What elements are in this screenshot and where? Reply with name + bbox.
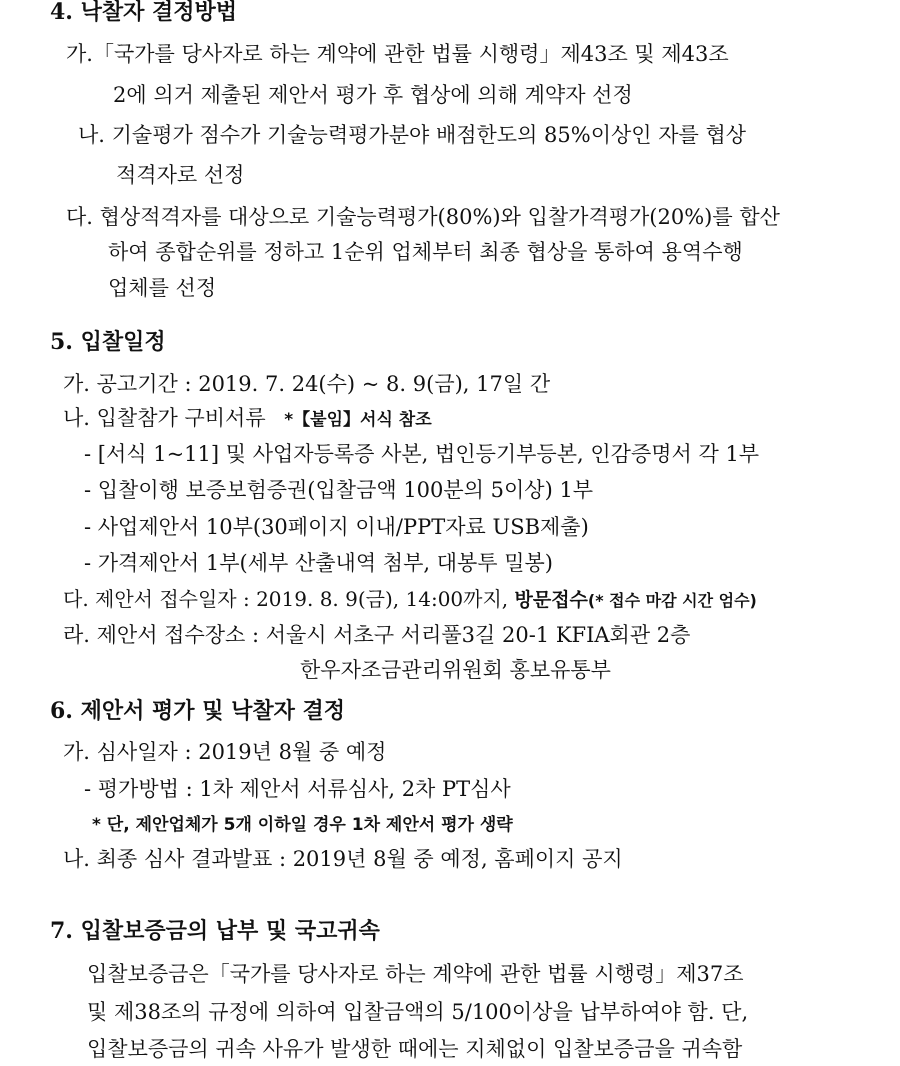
section-4-item-na-line2: 적격자로 선정 [116,163,245,187]
required-doc-2: - 입찰이행 보증보험증권(입찰금액 100분의 5이상) 1부 [84,478,594,502]
evaluation-exception-note: * 단, 제안업체가 5개 이하일 경우 1차 제안서 평가 생략 [92,815,513,835]
required-doc-3: - 사업제안서 10부(30페이지 이내/PPT자료 USB제출) [84,515,589,539]
section-4-heading: 4. 낙찰자 결정방법 [50,0,238,25]
section-6-heading: 6. 제안서 평가 및 낙찰자 결정 [50,698,346,724]
required-doc-4: - 가격제안서 1부(세부 산출내역 첨부, 대봉투 밀봉) [84,551,554,575]
required-doc-1: - [서식 1~11] 및 사업자등록증 사본, 법인등기부등본, 인감증명서 각 1부 [84,442,760,466]
deposit-paragraph-line2: 및 제38조의 규정에 의하여 입찰금액의 5/100이상을 납부하여야 함. 단, [87,1000,749,1024]
receipt-place-line1: 라. 제안서 접수장소 : 서울시 서초구 서리풀3길 20-1 KFIA회관 2층 [63,623,691,647]
section-4-item-na-line1: 나. 기술평가 점수가 기술능력평가분야 배점한도의 85%이상인 자를 협상 [78,123,747,147]
final-result-announcement: 나. 최종 심사 결과발표 : 2019년 8월 중 예정, 홈페이지 공지 [63,847,623,871]
section-4-item-ga-line1: 가.「국가를 당사자로 하는 계약에 관한 법률 시행령」제43조 및 제43조 [66,42,729,66]
section-4-item-da-line1: 다. 협상적격자를 대상으로 기술능력평가(80%)와 입찰가격평가(20%)를 합산 [66,205,780,229]
evaluation-method: - 평가방법 : 1차 제안서 서류심사, 2차 PT심사 [84,777,511,801]
review-date: 가. 심사일자 : 2019년 8월 중 예정 [63,740,387,764]
section-5-heading: 5. 입찰일정 [50,329,166,355]
deposit-paragraph-line1: 입찰보증금은「국가를 당사자로 하는 계약에 관한 법률 시행령」제37조 [87,962,744,986]
section-7-heading: 7. 입찰보증금의 납부 및 국고귀속 [50,918,380,944]
receipt-date-text: 다. 제안서 접수일자 : 2019. 8. 9(금), 14:00까지, [63,587,509,611]
required-docs-label: 나. 입찰참가 구비서류 [63,406,266,430]
section-4-item-ga-line2: 2에 의거 제출된 제안서 평가 후 협상에 의해 계약자 선정 [113,83,633,107]
required-docs-title [63,404,432,434]
section-4-item-da-line3: 업체를 선정 [108,276,217,300]
receipt-deadline-note: (* 접수 마감 시간 엄수) [587,591,757,610]
section-4-item-da-line2: 하여 종합순위를 정하고 1순위 업체부터 최종 협상을 통하여 용역수행 [108,240,743,264]
deposit-paragraph-line3: 입찰보증금의 귀속 사유가 발생한 때에는 지체없이 입찰보증금을 귀속함 [87,1037,743,1061]
receipt-date [63,585,757,615]
receipt-place-line2: 한우자조금관리위원회 홍보유통부 [300,658,611,682]
receipt-method: 방문접수 [514,589,588,611]
required-docs-note: *【붙임】서식 참조 [284,410,432,430]
bid-period: 가. 공고기간 : 2019. 7. 24(수) ~ 8. 9(금), 17일 간 [63,372,551,396]
